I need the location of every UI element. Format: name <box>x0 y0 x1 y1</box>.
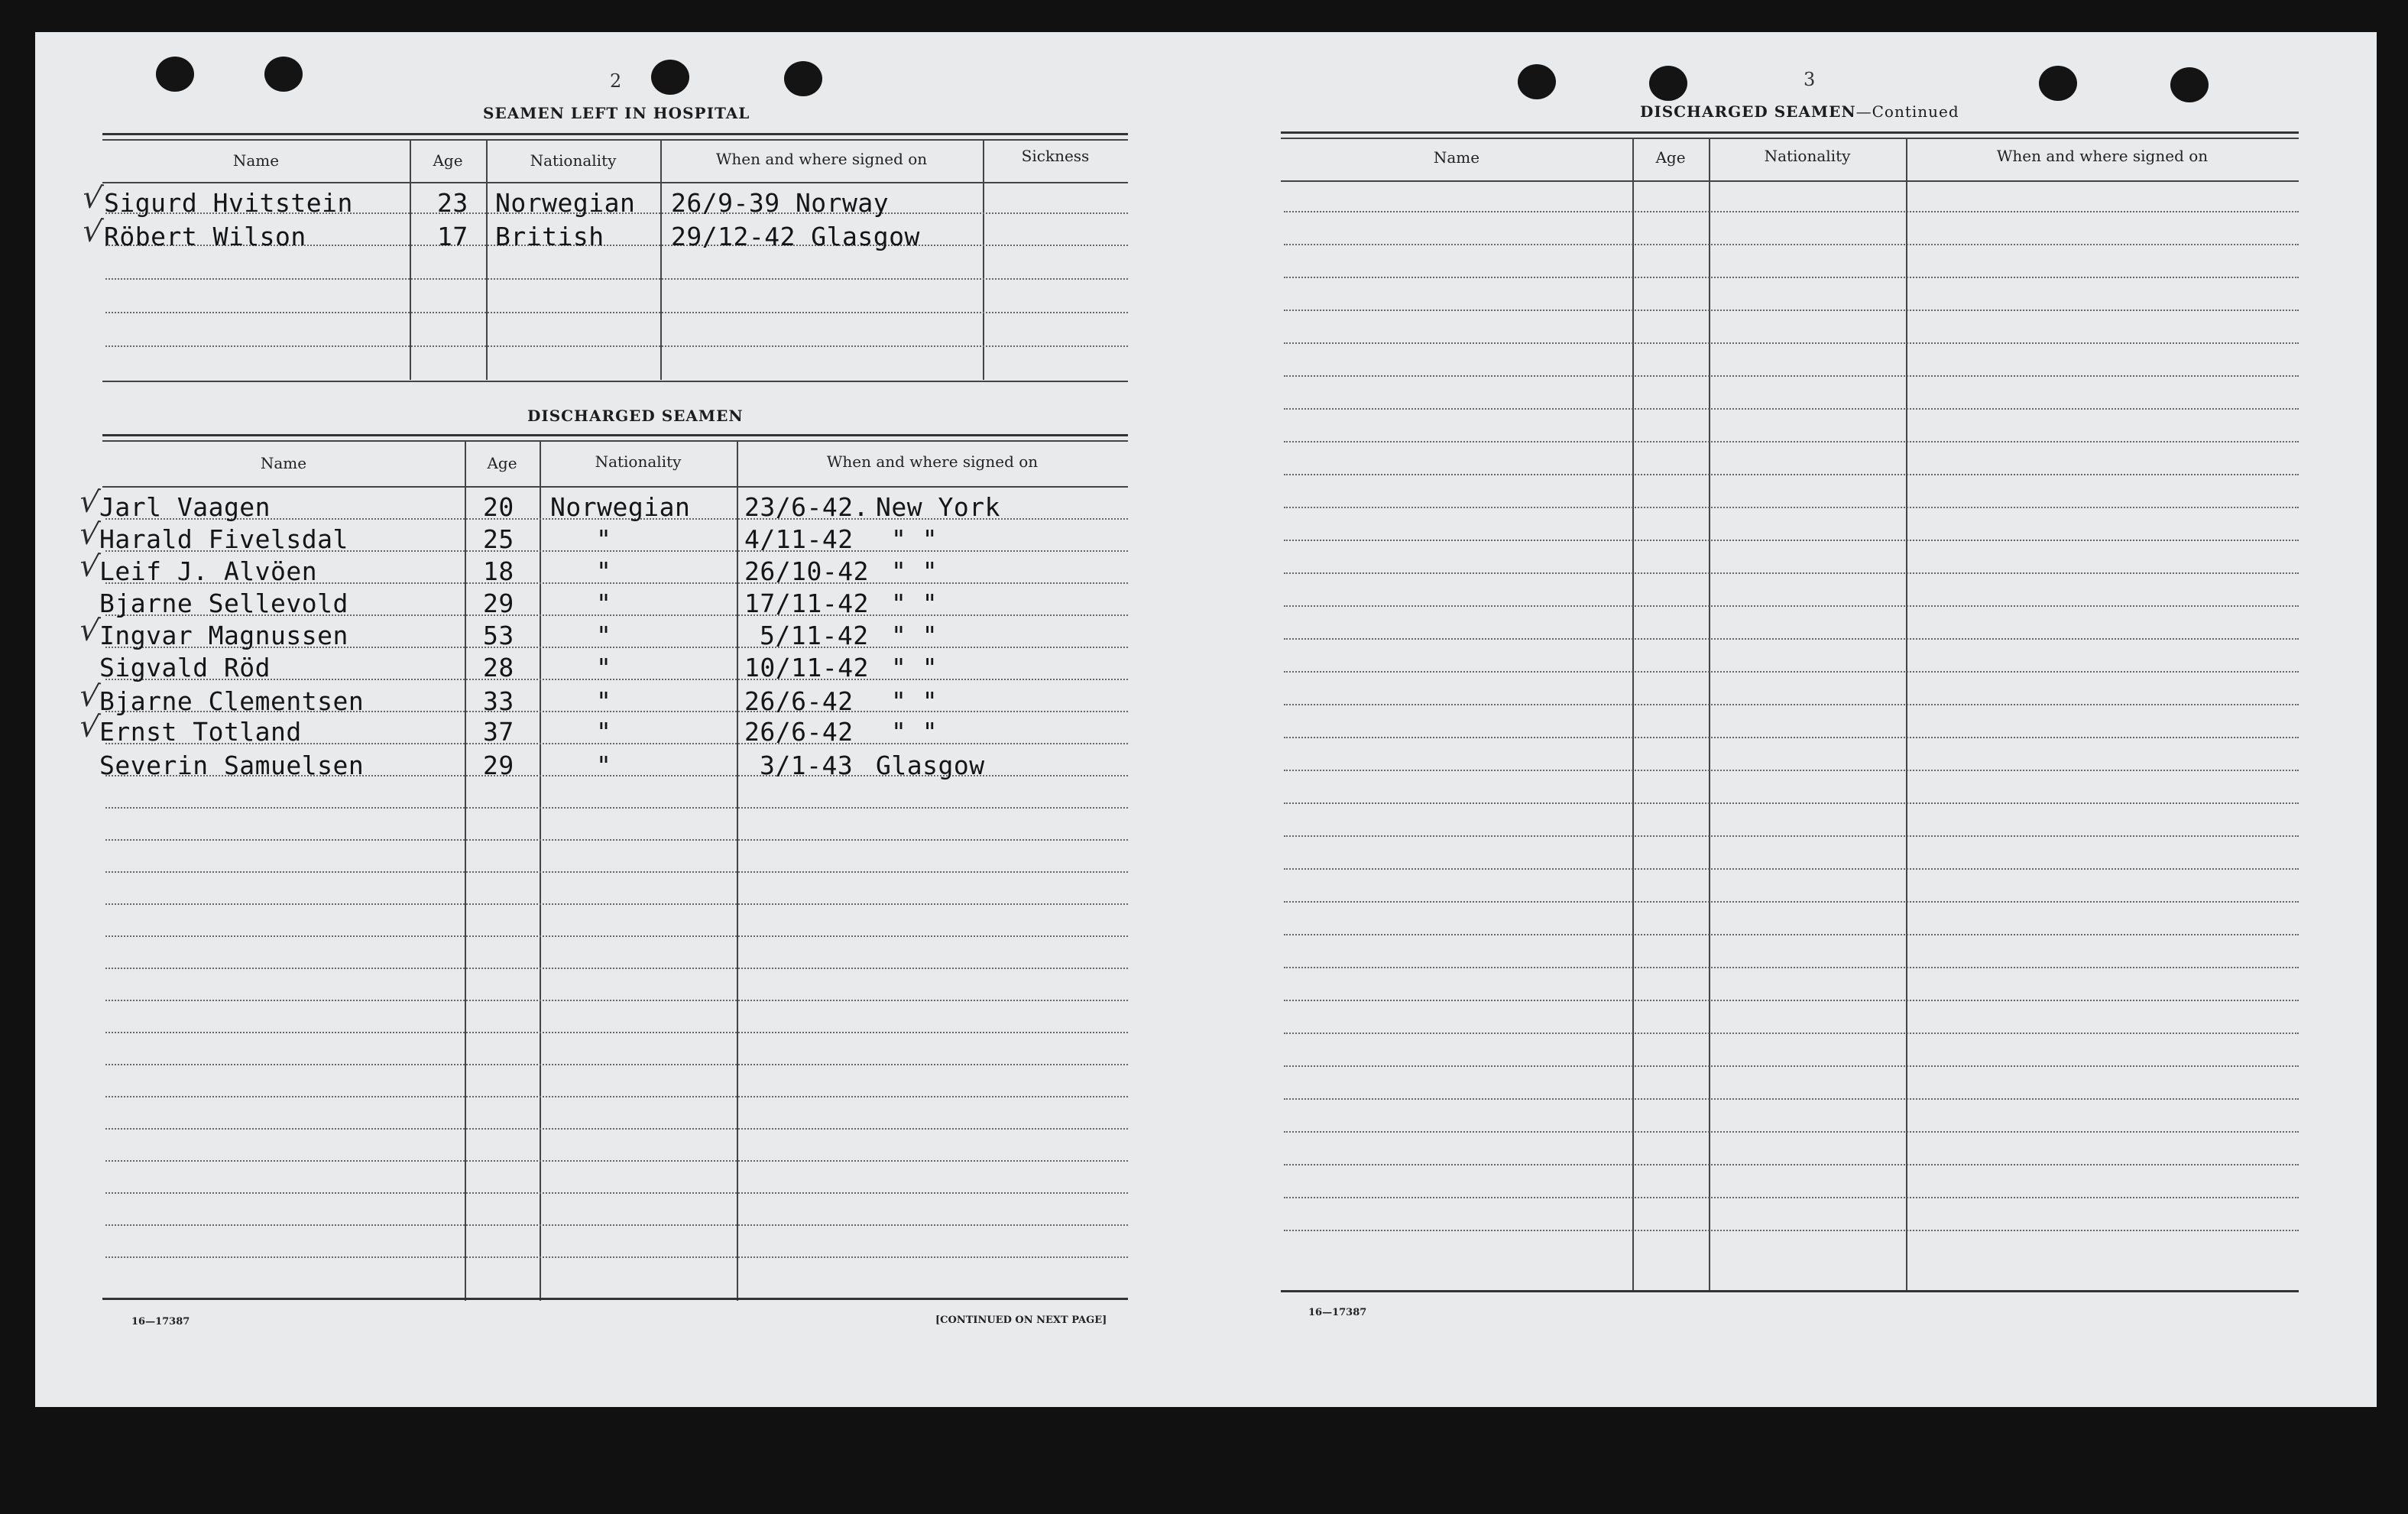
dotted-row-line <box>105 1096 1128 1097</box>
seaman-name: Ingvar Magnussen <box>99 621 348 650</box>
dotted-row-line <box>1284 868 2299 870</box>
dotted-row-line <box>105 1224 1128 1226</box>
dotted-row-line <box>1284 671 2299 673</box>
dotted-row-line <box>1284 638 2299 640</box>
seaman-age: 53 <box>483 621 514 650</box>
column-divider <box>410 139 411 380</box>
dotted-row-line <box>1284 605 2299 607</box>
seaman-name: Bjarne Sellevold <box>99 588 348 618</box>
rule-line <box>1281 138 2299 139</box>
punch-hole <box>651 60 689 95</box>
dotted-row-line <box>1284 1098 2299 1100</box>
dotted-row-line <box>1284 310 2299 311</box>
signed-on-place: " " <box>891 524 938 554</box>
check-mark: √ <box>79 179 105 217</box>
seaman-nationality: British <box>495 222 604 251</box>
dotted-row-line <box>1284 802 2299 804</box>
dotted-row-line <box>105 1064 1128 1065</box>
signed-on-date: 26/6-42 <box>744 717 854 747</box>
dotted-row-line <box>1284 342 2299 344</box>
column-divider <box>486 139 488 380</box>
seaman-name: Severin Samuelsen <box>99 751 365 780</box>
punch-hole <box>1518 64 1556 99</box>
col-header-age: Age <box>1655 148 1686 167</box>
hospital-section-title: SEAMEN LEFT IN HOSPITAL <box>483 104 750 122</box>
dotted-row-line <box>1284 1033 2299 1034</box>
column-divider <box>983 139 984 380</box>
seaman-nationality: " <box>596 556 612 586</box>
check-mark: √ <box>79 212 105 251</box>
col-header-nationality: Nationality <box>530 151 617 170</box>
col-header-name: Name <box>232 151 280 170</box>
dotted-row-line <box>105 345 1128 347</box>
col-header-sickness: Sickness <box>1021 147 1090 165</box>
column-divider <box>660 139 662 380</box>
seaman-age: 17 <box>437 222 468 251</box>
right-page-number: 3 <box>1804 69 1816 90</box>
seaman-nationality: " <box>596 717 612 747</box>
right-section-title <box>1640 102 1959 121</box>
signed-on-place: " " <box>891 588 938 618</box>
signed-on-date: 5/11-42 <box>760 621 869 650</box>
signed-on-place: " " <box>891 653 938 682</box>
signed-on-date: 23/6-42. <box>744 492 869 522</box>
punch-hole <box>2170 67 2209 102</box>
dotted-row-line <box>105 871 1128 873</box>
check-mark: √ <box>76 677 102 715</box>
dotted-row-line <box>105 935 1128 937</box>
dotted-row-line <box>105 1160 1128 1162</box>
left-page-number: 2 <box>610 70 622 92</box>
signed-on-place: " " <box>891 686 938 716</box>
seaman-age: 37 <box>483 717 514 747</box>
seaman-age: 18 <box>483 556 514 586</box>
seaman-nationality: Norwegian <box>550 492 691 522</box>
check-mark: √ <box>76 515 102 553</box>
col-header-nationality: Nationality <box>595 452 682 471</box>
seaman-name: Jarl Vaagen <box>99 492 271 522</box>
dotted-row-line <box>1284 1230 2299 1231</box>
signed-on-place: " " <box>891 556 938 586</box>
seaman-name: Bjarne Clementsen <box>99 686 365 716</box>
col-header-name: Name <box>260 454 307 472</box>
punch-hole <box>784 61 822 96</box>
dotted-row-line <box>105 1256 1128 1258</box>
signed-on-date: 4/11-42 <box>744 524 854 554</box>
ledger-sheet <box>35 32 2377 1407</box>
dotted-row-line <box>105 1000 1128 1001</box>
col-header-name: Name <box>1433 148 1480 167</box>
dotted-row-line <box>1284 211 2299 212</box>
dotted-row-line <box>1284 572 2299 574</box>
dotted-row-line <box>105 312 1128 313</box>
rule-line <box>102 486 1128 488</box>
dotted-row-line <box>1284 1164 2299 1165</box>
dotted-row-line <box>1284 1131 2299 1133</box>
dotted-row-line <box>1284 737 2299 738</box>
seaman-name: Harald Fivelsdal <box>99 524 348 554</box>
seaman-nationality: " <box>596 751 612 780</box>
rule-line <box>102 434 1128 436</box>
rule-line <box>102 381 1128 382</box>
seaman-signed-on: 29/12-42 Glasgow <box>671 222 920 251</box>
dotted-row-line <box>1284 1197 2299 1198</box>
column-divider <box>737 440 738 1301</box>
punch-hole <box>2039 66 2077 101</box>
col-header-age: Age <box>487 454 517 472</box>
dotted-row-line <box>105 968 1128 969</box>
seaman-name: Leif J. Alvöen <box>99 556 318 586</box>
punch-hole <box>1649 66 1687 101</box>
signed-on-date: 3/1-43 <box>760 751 854 780</box>
dotted-row-line <box>1284 408 2299 410</box>
signed-on-date: 26/10-42 <box>744 556 869 586</box>
rule-line <box>102 133 1128 135</box>
dotted-row-line <box>1284 901 2299 903</box>
seaman-age: 33 <box>483 686 514 716</box>
col-header-signed-on: When and where signed on <box>715 150 928 168</box>
dotted-row-line <box>1284 835 2299 837</box>
rule-line <box>1281 1290 2299 1292</box>
dotted-row-line <box>1284 540 2299 541</box>
signed-on-date: 17/11-42 <box>744 588 869 618</box>
signed-on-date: 26/6-42 <box>744 686 854 716</box>
seaman-nationality: " <box>596 653 612 682</box>
seaman-nationality: " <box>596 588 612 618</box>
rule-line <box>1281 180 2299 182</box>
check-mark: √ <box>76 483 102 521</box>
dotted-row-line <box>1284 967 2299 968</box>
column-divider <box>540 440 541 1301</box>
seaman-nationality: " <box>596 524 612 554</box>
punch-hole <box>264 57 303 92</box>
dotted-row-line <box>1284 244 2299 245</box>
rule-line <box>102 440 1128 442</box>
check-mark: √ <box>76 611 102 650</box>
seaman-age: 23 <box>437 188 468 218</box>
right-section-title-suffix: —Continued <box>1855 102 1959 121</box>
dotted-row-line <box>1284 704 2299 705</box>
dotted-row-line <box>105 1032 1128 1033</box>
dotted-row-line <box>1284 507 2299 508</box>
signed-on-date: 10/11-42 <box>744 653 869 682</box>
col-header-signed-on: When and where signed on <box>826 452 1039 471</box>
dotted-row-line <box>1284 934 2299 935</box>
dotted-row-line <box>105 903 1128 905</box>
seaman-name: Ernst Totland <box>99 717 302 747</box>
rule-line <box>102 139 1128 141</box>
seaman-name: Röbert Wilson <box>104 222 306 251</box>
seaman-nationality: " <box>596 621 612 650</box>
col-header-age: Age <box>433 151 463 170</box>
dotted-row-line <box>105 807 1128 809</box>
seaman-age: 20 <box>483 492 514 522</box>
dotted-row-line <box>105 839 1128 841</box>
punch-hole <box>156 57 194 92</box>
signed-on-place: " " <box>891 717 938 747</box>
dotted-row-line <box>1284 770 2299 771</box>
seaman-nationality: Norwegian <box>495 188 636 218</box>
seaman-age: 28 <box>483 653 514 682</box>
rule-line <box>102 1298 1128 1300</box>
seaman-name: Sigurd Hvitstein <box>104 188 353 218</box>
dotted-row-line <box>1284 474 2299 475</box>
dotted-row-line <box>105 1128 1128 1130</box>
right-section-title-main: DISCHARGED SEAMEN <box>1640 102 1856 121</box>
seaman-signed-on: 26/9-39 Norway <box>671 188 890 218</box>
seaman-age: 29 <box>483 588 514 618</box>
seaman-nationality: " <box>596 686 612 716</box>
signed-on-place: " " <box>891 621 938 650</box>
dotted-row-line <box>1284 277 2299 278</box>
continued-note: [CONTINUED ON NEXT PAGE] <box>935 1315 1107 1326</box>
signed-on-place: Glasgow <box>876 751 985 780</box>
column-divider <box>465 440 466 1301</box>
dotted-row-line <box>105 278 1128 280</box>
seaman-age: 29 <box>483 751 514 780</box>
right-form-number: 16—17387 <box>1308 1307 1367 1318</box>
dotted-row-line <box>1284 375 2299 377</box>
dotted-row-line <box>1284 1065 2299 1067</box>
seaman-name: Sigvald Röd <box>99 653 271 682</box>
signed-on-place: New York <box>876 492 1000 522</box>
seaman-age: 25 <box>483 524 514 554</box>
left-form-number: 16—17387 <box>131 1316 190 1328</box>
check-mark: √ <box>76 708 102 746</box>
discharged-section-title: DISCHARGED SEAMEN <box>527 407 744 425</box>
check-mark: √ <box>76 547 102 585</box>
dotted-row-line <box>1284 441 2299 443</box>
dotted-row-line <box>105 1192 1128 1194</box>
rule-line <box>102 182 1128 183</box>
rule-line <box>1281 131 2299 134</box>
dotted-row-line <box>1284 1000 2299 1001</box>
col-header-signed-on: When and where signed on <box>1996 147 2209 165</box>
col-header-nationality: Nationality <box>1764 147 1851 165</box>
